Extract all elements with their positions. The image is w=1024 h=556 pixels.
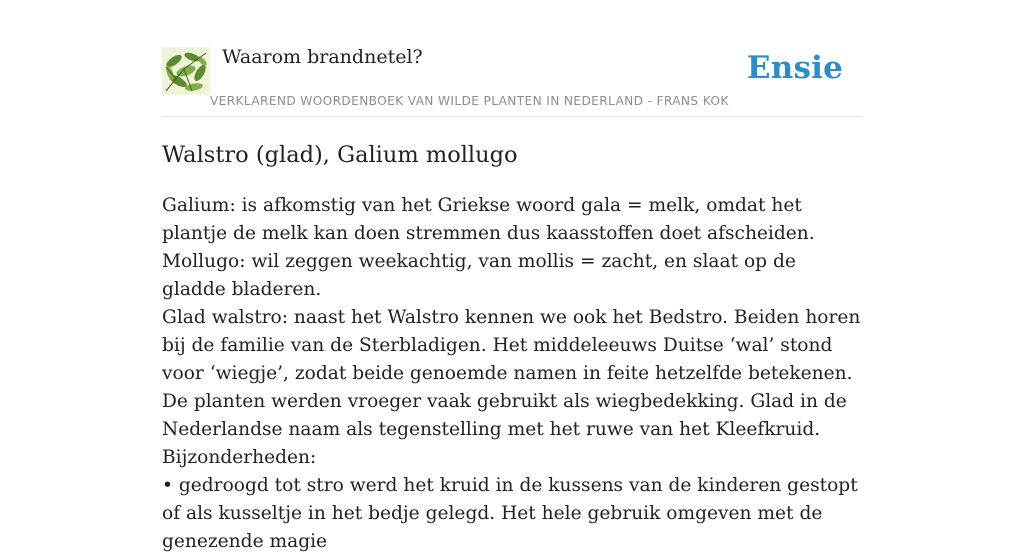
entry-paragraph-glad-walstro: Glad walstro: naast het Walstro kennen we ook het Bedstro. Beiden horen bij de familie van de Sterbladigen. Het middeleeuws Duitse ‘wal’ stond voor ‘wiegje’, zodat beide genoemde namen in feite hetzelfde betekenen. De planten werden vroeger vaak gebruikt als wiegbedekking. Glad in de Nederlandse naam als tegenstelling met het ruwe van het Kleefkruid. xyxy=(162,307,861,440)
dictionary-source-label[interactable]: VERKLAREND WOORDENBOEK VAN WILDE PLANTEN IN NEDERLAND - FRANS KOK xyxy=(210,94,729,108)
entry-paragraph-bijzonderheden: Bijzonderheden: xyxy=(162,447,317,468)
entry-title: Walstro (glad), Galium mollugo xyxy=(162,142,518,168)
ensie-logo[interactable]: Ensie xyxy=(746,50,843,86)
entry-paragraph-galium: Galium: is afkomstig van het Griekse woord gala = melk, omdat het plantje de melk kan doen stremmen dus kaasstoffen doet afscheiden. xyxy=(162,195,815,244)
nettle-leaves-icon xyxy=(162,47,210,95)
entry-paragraph-bullet: • gedroogd tot stro werd het kruid in de kussens van de kinderen gestopt of als kusseltje in het bedje gelegd. Het hele gebruik omgeven met de genezende magie xyxy=(162,475,858,552)
entry-content xyxy=(162,139,862,556)
site-title-link[interactable]: Waarom brandnetel? xyxy=(222,46,423,68)
plant-avatar-icon[interactable] xyxy=(162,47,210,95)
entry-paragraph-mollugo: Mollugo: wil zeggen weekachtig, van mollis = zacht, en slaat op de gladde bladeren. xyxy=(162,251,796,300)
entry-body xyxy=(162,192,862,556)
site-header xyxy=(162,44,862,117)
